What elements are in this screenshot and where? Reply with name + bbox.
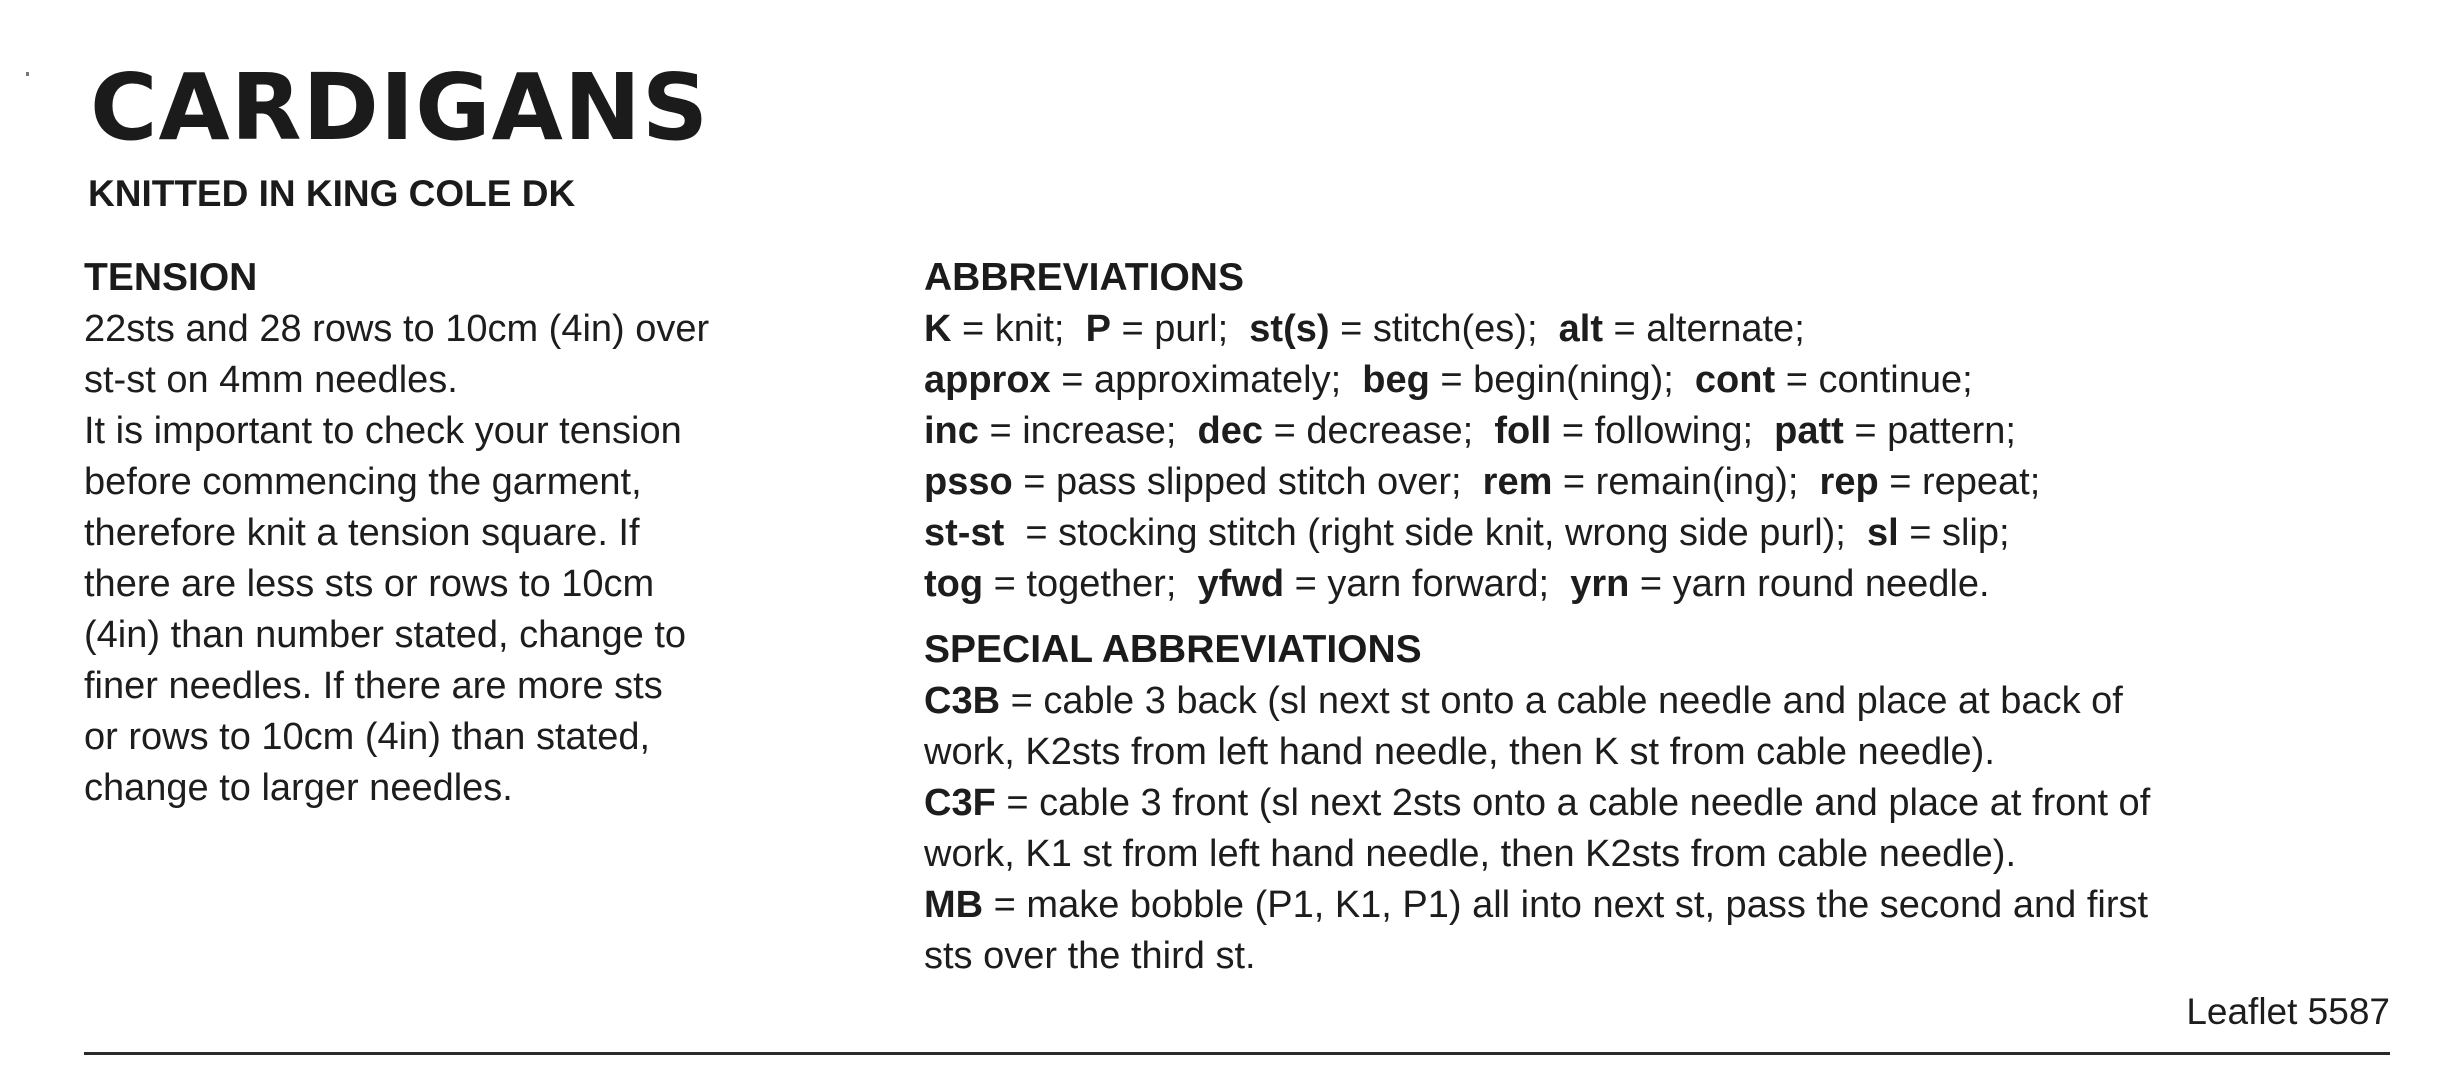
abbreviation-definition: = begin(ning);	[1429, 359, 1695, 401]
special-abbreviation-continuation: work, K1 st from left hand needle, then K2sts from cable needle).	[924, 833, 2017, 875]
tension-line: It is important to check your tension	[84, 410, 682, 452]
abbreviation-definition: = approximately;	[1050, 359, 1363, 401]
abbreviation-definition: = yarn forward;	[1284, 563, 1571, 605]
abbreviation-line	[924, 508, 2394, 559]
tension-section	[84, 252, 844, 814]
abbreviation-definition: = continue;	[1775, 359, 1973, 401]
page-subtitle: KNITTED IN KING COLE DK	[88, 173, 576, 214]
special-abbreviation-term: C3B	[924, 680, 1001, 722]
tension-line: st-st on 4mm needles.	[84, 359, 458, 401]
abbreviation-term: K	[924, 308, 952, 350]
abbreviation-term: foll	[1494, 410, 1552, 452]
tension-line: 22sts and 28 rows to 10cm (4in) over	[84, 308, 710, 350]
special-abbreviation-definition: = make bobble (P1, K1, P1) all into next st, pass the second and first	[983, 884, 2149, 926]
abbreviation-definition: = remain(ing);	[1552, 461, 1820, 503]
abbreviation-line	[924, 457, 2394, 508]
abbreviation-term: yfwd	[1197, 563, 1285, 605]
abbreviation-definition: = slip;	[1898, 512, 2010, 554]
abbreviation-definition: = alternate;	[1603, 308, 1805, 350]
abbreviation-term: sl	[1866, 512, 1899, 554]
tension-heading: TENSION	[84, 256, 258, 299]
tension-line: change to larger needles.	[84, 767, 513, 809]
tension-line: (4in) than number stated, change to	[84, 614, 687, 656]
page-title: CARDIGANS	[90, 54, 710, 161]
abbreviation-definition: = decrease;	[1263, 410, 1495, 452]
abbreviation-term: psso	[924, 461, 1013, 503]
special-abbreviation-definition: = cable 3 front (sl next 2sts onto a cable needle and place at front of	[995, 782, 2151, 824]
abbreviation-term: patt	[1774, 410, 1844, 452]
abbreviation-term: beg	[1362, 359, 1430, 401]
abbreviation-term: tog	[924, 563, 984, 605]
special-abbreviation-continuation: sts over the third st.	[924, 935, 1256, 977]
abbreviation-definition: = purl;	[1110, 308, 1250, 350]
tension-line: before commencing the garment,	[84, 461, 642, 503]
special-abbreviation-term: MB	[924, 884, 984, 926]
abbreviation-term: alt	[1558, 308, 1603, 350]
scan-speck	[26, 72, 29, 76]
abbreviation-definition: = following;	[1551, 410, 1775, 452]
bottom-rule	[84, 1052, 2390, 1055]
special-abbreviations-heading: SPECIAL ABBREVIATIONS	[924, 628, 1422, 671]
abbreviation-line	[924, 406, 2394, 457]
abbreviation-term: rep	[1819, 461, 1879, 503]
special-abbreviation-line	[924, 778, 2394, 829]
tension-line: therefore knit a tension square. If	[84, 512, 640, 554]
special-abbreviation-definition: = cable 3 back (sl next st onto a cable needle and place at back of	[1000, 680, 2123, 722]
special-abbreviations-list	[924, 676, 2394, 982]
abbreviation-definition: = pass slipped stitch over;	[1012, 461, 1483, 503]
abbreviation-definition: = knit;	[951, 308, 1086, 350]
abbreviation-line	[924, 559, 2394, 610]
special-abbreviations-section	[924, 624, 2394, 982]
special-abbreviation-term: C3F	[924, 782, 996, 824]
abbreviation-term: cont	[1694, 359, 1776, 401]
abbreviation-term: yrn	[1570, 563, 1630, 605]
abbreviation-term: st-st	[924, 512, 1005, 554]
abbreviation-term: P	[1085, 308, 1111, 350]
abbreviations-column	[924, 252, 2394, 982]
abbreviation-term: rem	[1482, 461, 1553, 503]
abbreviation-term: dec	[1197, 410, 1264, 452]
abbreviation-definition: = pattern;	[1843, 410, 2016, 452]
abbreviation-definition: = repeat;	[1878, 461, 2041, 503]
abbreviation-definition: = stocking stitch (right side knit, wrong side purl);	[1004, 512, 1867, 554]
abbreviation-definition: = stitch(es);	[1329, 308, 1559, 350]
tension-line: finer needles. If there are more sts	[84, 665, 663, 707]
special-abbreviation-continuation: work, K2sts from left hand needle, then K st from cable needle).	[924, 731, 1995, 773]
abbreviation-term: st(s)	[1249, 308, 1330, 350]
abbreviations-list	[924, 304, 2394, 610]
abbreviation-definition: = increase;	[978, 410, 1198, 452]
abbreviations-heading: ABBREVIATIONS	[924, 256, 1244, 299]
tension-line: or rows to 10cm (4in) than stated,	[84, 716, 651, 758]
tension-line: there are less sts or rows to 10cm	[84, 563, 655, 605]
abbreviation-definition: = yarn round needle.	[1629, 563, 1990, 605]
abbreviation-term: inc	[924, 410, 979, 452]
leaflet-number: Leaflet 5587	[2186, 991, 2390, 1032]
abbreviation-term: approx	[924, 359, 1051, 401]
abbreviation-line	[924, 355, 2394, 406]
abbreviation-definition: = together;	[983, 563, 1198, 605]
special-abbreviation-line	[924, 880, 2394, 931]
special-abbreviation-line	[924, 676, 2394, 727]
abbreviation-line	[924, 304, 2394, 355]
